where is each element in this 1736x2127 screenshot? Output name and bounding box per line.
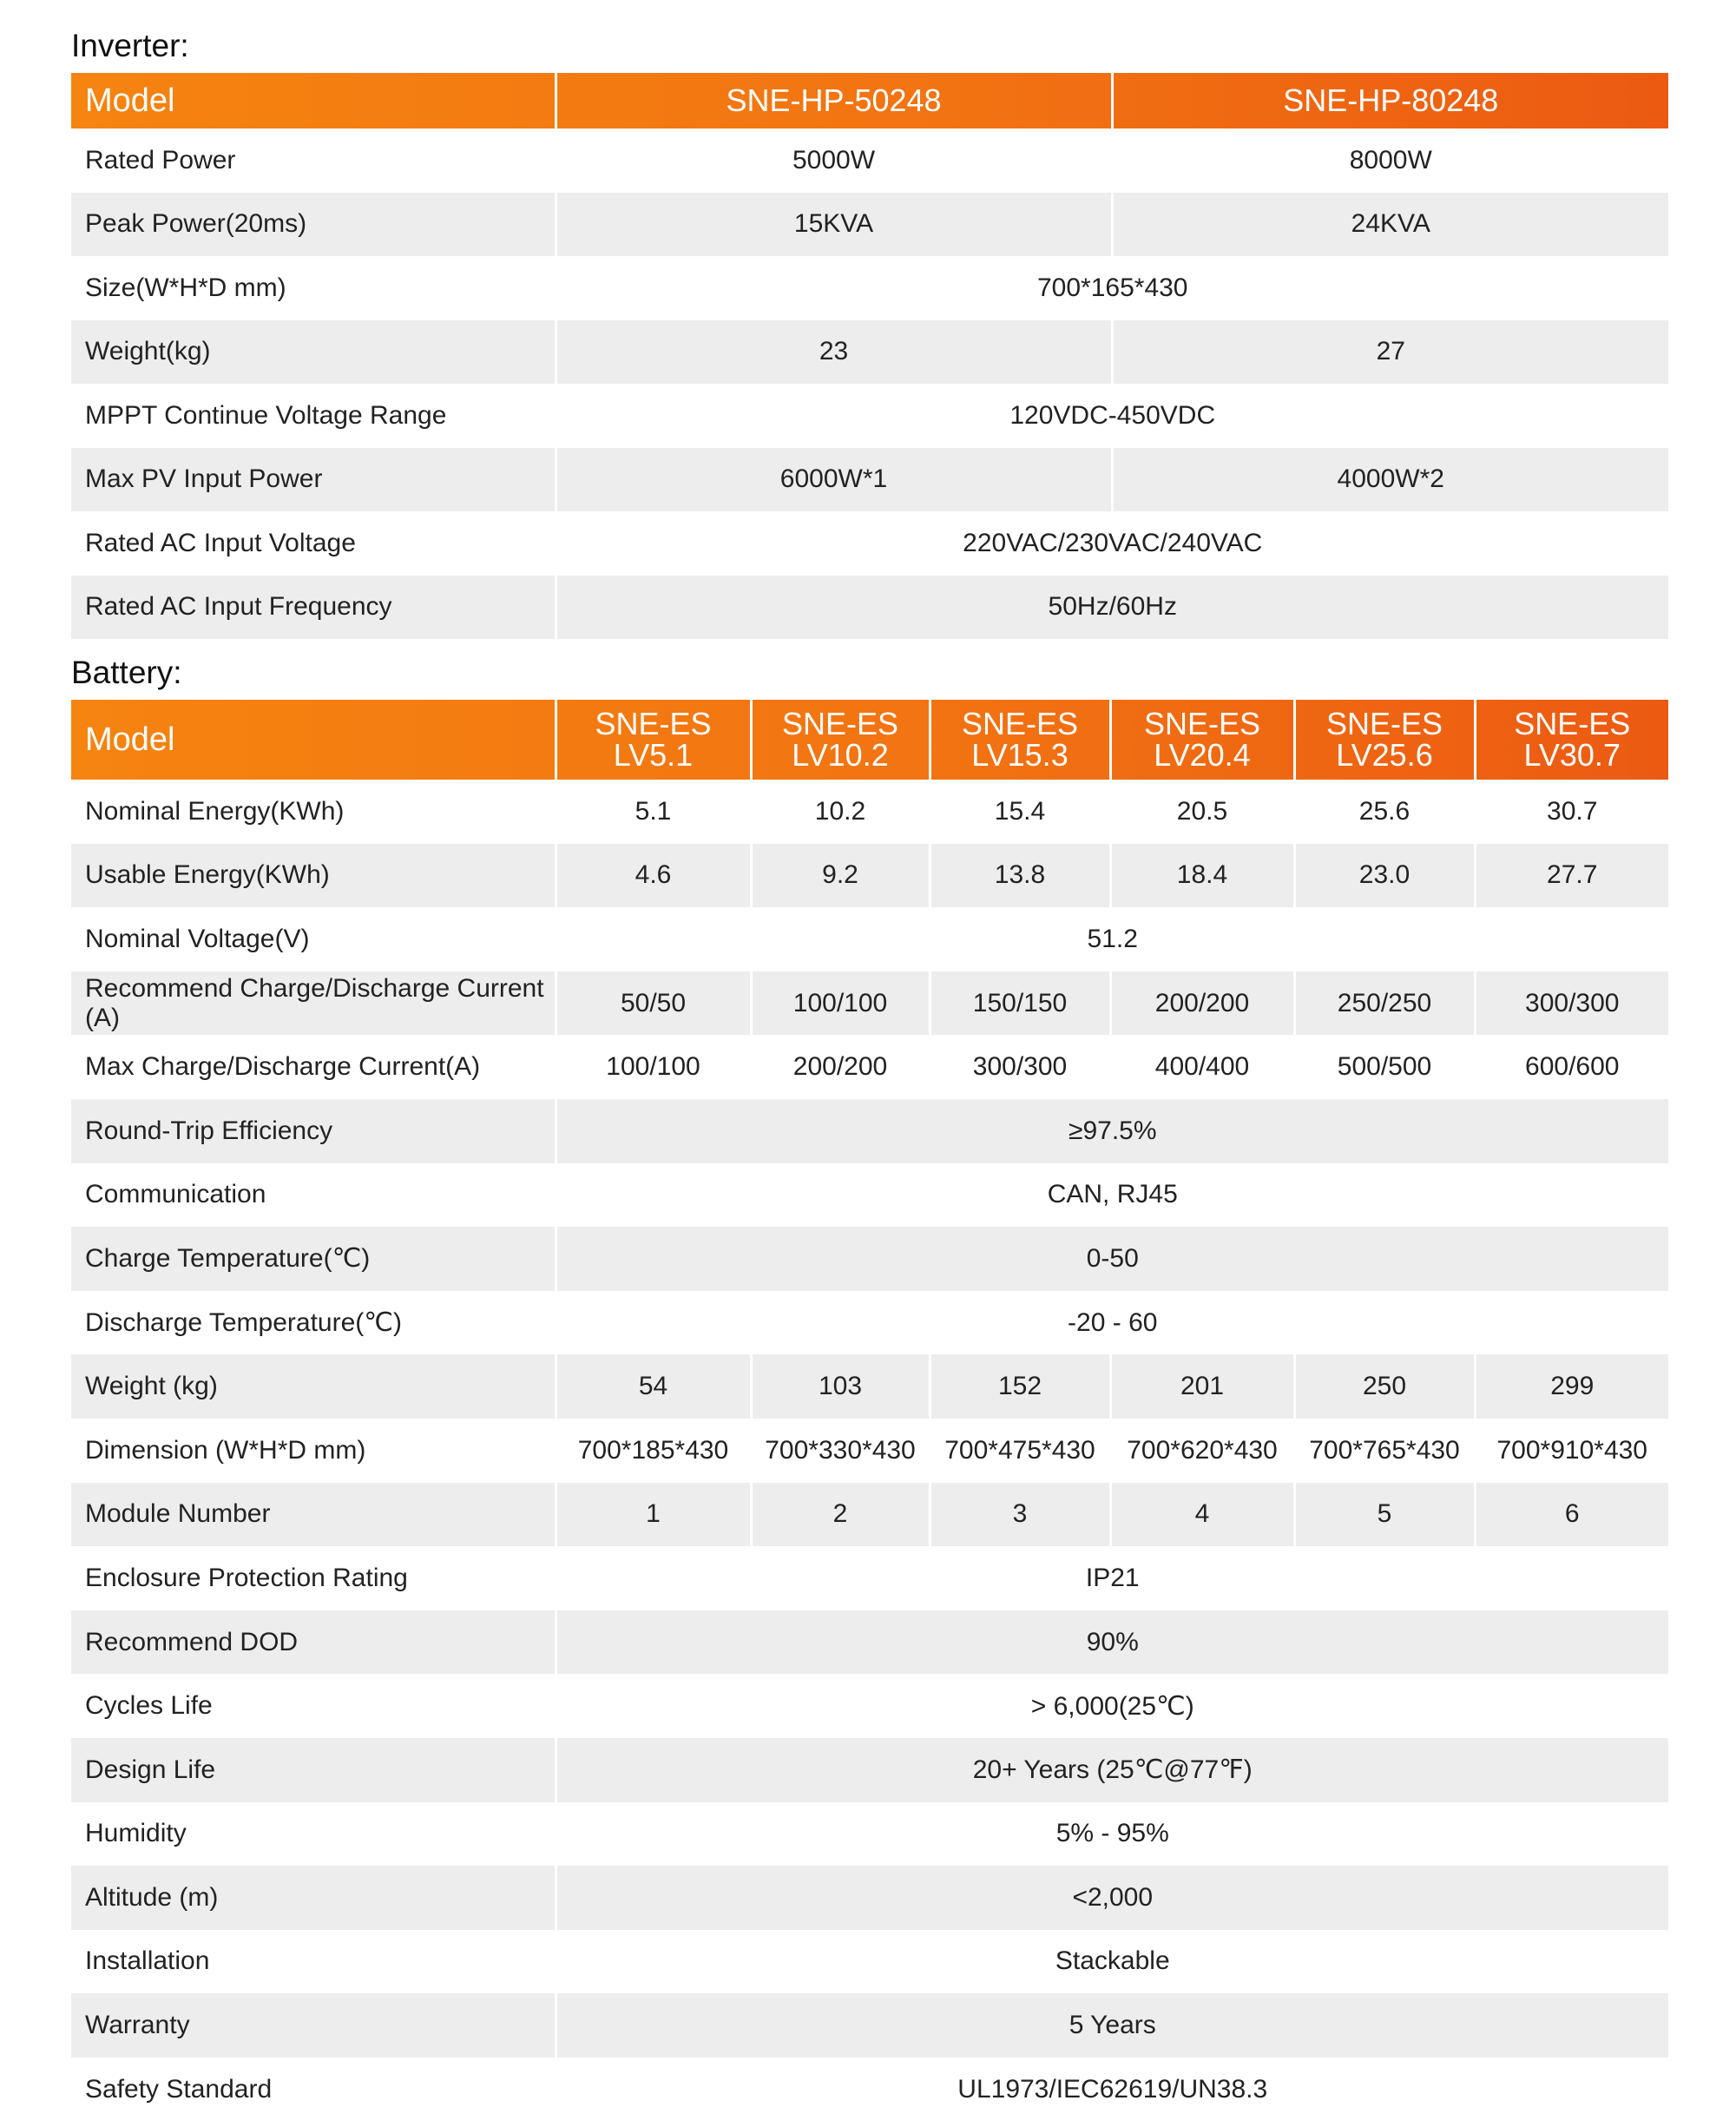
battery-spec-value: 9.2: [751, 844, 930, 908]
battery-spec-label: Design Life: [71, 1738, 556, 1802]
battery-spec-value: 300/300: [930, 1035, 1110, 1099]
battery-spec-value: 700*330*430: [751, 1419, 930, 1483]
battery-spec-row: [71, 1866, 1668, 1930]
battery-spec-row: [71, 1163, 1668, 1228]
battery-spec-table: [71, 700, 1668, 2121]
battery-spec-label: Enclosure Protection Rating: [71, 1546, 556, 1610]
inverter-spec-row: [71, 320, 1668, 385]
battery-header-row: [71, 700, 1668, 780]
battery-spec-value: 300/300: [1525, 988, 1620, 1017]
inverter-model-name: SNE-HP-50248: [556, 73, 1112, 128]
battery-spec-row: [71, 1738, 1668, 1802]
battery-spec-row: [71, 1291, 1668, 1355]
battery-spec-row: [71, 971, 1668, 1036]
battery-spec-label: Dimension (W*H*D mm): [71, 1419, 556, 1483]
battery-spec-value: 6: [1564, 1499, 1580, 1529]
inverter-spec-value: 4000W*2: [1337, 464, 1444, 494]
battery-spec-row: [71, 1802, 1668, 1867]
battery-spec-value: 4: [1110, 1483, 1294, 1547]
battery-spec-value: > 6,000(25℃): [1030, 1691, 1194, 1721]
battery-spec-value: IP21: [1085, 1563, 1140, 1592]
battery-spec-value: 20+ Years (25℃@77℉): [972, 1755, 1253, 1785]
battery-spec-value: 4.6: [556, 844, 751, 908]
battery-model-name: SNE-ES LV5.1: [556, 700, 751, 780]
battery-spec-label: Usable Energy(KWh): [71, 844, 556, 908]
battery-spec-value: 200/200: [1110, 971, 1294, 1036]
battery-spec-value: 200/200: [751, 1035, 930, 1099]
inverter-spec-label: Size(W*H*D mm): [71, 256, 556, 320]
inverter-spec-row: [71, 576, 1668, 640]
inverter-header-row: [71, 73, 1668, 128]
inverter-spec-value: 27: [1376, 337, 1405, 366]
inverter-spec-label: Rated Power: [71, 128, 556, 193]
inverter-spec-row: [71, 128, 1668, 193]
battery-spec-value: 1: [556, 1483, 751, 1547]
battery-spec-value: 18.4: [1110, 844, 1294, 908]
inverter-model-label: Model: [71, 73, 556, 128]
battery-spec-value: <2,000: [1072, 1882, 1154, 1912]
battery-spec-value: 5.1: [556, 780, 751, 844]
battery-model-name: SNE-ES LV25.6: [1294, 700, 1475, 780]
battery-spec-row: [71, 1227, 1668, 1291]
battery-spec-value: UL1973/IEC62619/UN38.3: [957, 2074, 1268, 2104]
battery-spec-value: 700*765*430: [1294, 1419, 1475, 1483]
battery-spec-value: 299: [1550, 1372, 1595, 1401]
battery-spec-value: 600/600: [1525, 1052, 1620, 1082]
battery-spec-label: Communication: [71, 1163, 556, 1228]
inverter-spec-value: 50Hz/60Hz: [1048, 592, 1177, 622]
battery-spec-label: Discharge Temperature(℃): [71, 1291, 556, 1355]
battery-spec-row: [71, 1099, 1668, 1163]
battery-spec-label: Humidity: [71, 1802, 556, 1867]
inverter-spec-value: 220VAC/230VAC/240VAC: [963, 528, 1263, 557]
battery-spec-row: [71, 1930, 1668, 1994]
battery-spec-label: Installation: [71, 1930, 556, 1994]
battery-spec-value: 50/50: [556, 971, 751, 1036]
inverter-spec-label: Rated AC Input Voltage: [71, 511, 556, 576]
battery-spec-value: 3: [930, 1483, 1110, 1547]
inverter-spec-label: Peak Power(20ms): [71, 193, 556, 257]
battery-spec-value: 250: [1294, 1354, 1475, 1419]
inverter-model-name: SNE-HP-80248: [1283, 82, 1499, 118]
battery-spec-value: 27.7: [1547, 860, 1598, 890]
battery-spec-label: Nominal Energy(KWh): [71, 780, 556, 844]
inverter-spec-table: [71, 73, 1668, 639]
battery-spec-value: 90%: [1086, 1627, 1139, 1656]
inverter-spec-value: 120VDC-450VDC: [1009, 400, 1216, 430]
battery-spec-row: [71, 780, 1668, 844]
battery-spec-label: Recommend DOD: [71, 1610, 556, 1675]
inverter-spec-value: 6000W*1: [556, 448, 1112, 512]
inverter-spec-label: Max PV Input Power: [71, 448, 556, 512]
battery-spec-value: 700*910*430: [1496, 1435, 1647, 1465]
battery-spec-value: 23.0: [1294, 844, 1475, 908]
battery-spec-value: 201: [1110, 1354, 1294, 1419]
battery-spec-row: [71, 844, 1668, 908]
battery-spec-value: 150/150: [930, 971, 1110, 1036]
battery-spec-value: 400/400: [1110, 1035, 1294, 1099]
inverter-spec-label: Weight(kg): [71, 320, 556, 385]
battery-spec-value: 700*475*430: [930, 1419, 1110, 1483]
battery-spec-value: 25.6: [1294, 780, 1475, 844]
inverter-spec-value: 5000W: [556, 128, 1112, 193]
battery-spec-label: Safety Standard: [71, 2058, 556, 2122]
inverter-spec-value: 15KVA: [556, 193, 1112, 257]
battery-spec-label: Recommend Charge/Discharge Current (A): [71, 971, 556, 1036]
battery-spec-value: 20.5: [1110, 780, 1294, 844]
battery-spec-value: 700*620*430: [1110, 1419, 1294, 1483]
inverter-spec-label: Rated AC Input Frequency: [71, 576, 556, 640]
battery-spec-row: [71, 2058, 1668, 2122]
battery-spec-value: 5% - 95%: [1055, 1819, 1169, 1848]
battery-spec-label: Charge Temperature(℃): [71, 1227, 556, 1291]
battery-spec-value: 100/100: [556, 1035, 751, 1099]
battery-model-name: SNE-ES LV15.3: [930, 700, 1110, 780]
inverter-spec-row: [71, 256, 1668, 320]
battery-spec-label: Weight (kg): [71, 1354, 556, 1419]
battery-spec-value: 152: [930, 1354, 1110, 1419]
battery-spec-value: CAN, RJ45: [1047, 1180, 1178, 1209]
battery-spec-label: Max Charge/Discharge Current(A): [71, 1035, 556, 1099]
inverter-spec-value: 23: [556, 320, 1112, 385]
battery-spec-label: Cycles Life: [71, 1674, 556, 1738]
battery-spec-value: 51.2: [1087, 924, 1138, 953]
battery-spec-value: 54: [556, 1354, 751, 1419]
battery-model-name: SNE-ES LV10.2: [751, 700, 930, 780]
battery-spec-value: 30.7: [1547, 796, 1598, 826]
battery-spec-value: 0-50: [1086, 1243, 1139, 1273]
battery-spec-row: [71, 907, 1668, 971]
battery-spec-label: Nominal Voltage(V): [71, 907, 556, 971]
battery-spec-value: 700*185*430: [556, 1419, 751, 1483]
battery-spec-value: 13.8: [930, 844, 1110, 908]
battery-section-title: Battery:: [71, 655, 182, 690]
battery-spec-value: 15.4: [930, 780, 1110, 844]
battery-spec-label: Warranty: [71, 1993, 556, 2058]
inverter-section-title: Inverter:: [71, 28, 189, 63]
battery-spec-label: Module Number: [71, 1483, 556, 1547]
inverter-spec-row: [71, 448, 1668, 512]
battery-spec-value: ≥97.5%: [1068, 1116, 1157, 1145]
battery-spec-value: 100/100: [751, 971, 930, 1036]
battery-spec-row: [71, 1483, 1668, 1547]
battery-spec-row: [71, 1546, 1668, 1610]
inverter-spec-label: MPPT Continue Voltage Range: [71, 384, 556, 448]
battery-spec-row: [71, 1419, 1668, 1483]
battery-spec-value: Stackable: [1055, 1946, 1170, 1976]
inverter-spec-value: 8000W: [1349, 145, 1432, 175]
battery-spec-value: 250/250: [1294, 971, 1475, 1036]
battery-spec-value: 500/500: [1294, 1035, 1475, 1099]
battery-spec-row: [71, 1993, 1668, 2058]
battery-spec-value: 5: [1294, 1483, 1475, 1547]
battery-spec-value: 10.2: [751, 780, 930, 844]
battery-model-label: Model: [71, 700, 556, 780]
battery-spec-row: [71, 1674, 1668, 1738]
battery-spec-row: [71, 1035, 1668, 1099]
inverter-spec-row: [71, 193, 1668, 257]
inverter-spec-value: 700*165*430: [1036, 273, 1188, 302]
inverter-spec-row: [71, 511, 1668, 576]
battery-spec-value: -20 - 60: [1068, 1307, 1158, 1337]
battery-spec-value: 5 Years: [1069, 2011, 1156, 2040]
battery-model-name: SNE-ES LV30.7: [1514, 706, 1631, 773]
battery-spec-row: [71, 1354, 1668, 1419]
inverter-spec-value: 24KVA: [1351, 209, 1430, 239]
battery-spec-value: 2: [751, 1483, 930, 1547]
battery-spec-value: 103: [751, 1354, 930, 1419]
battery-model-name: SNE-ES LV20.4: [1110, 700, 1294, 780]
battery-spec-label: Round-Trip Efficiency: [71, 1099, 556, 1163]
battery-spec-row: [71, 1610, 1668, 1675]
inverter-spec-row: [71, 384, 1668, 448]
battery-spec-label: Altitude (m): [71, 1866, 556, 1930]
